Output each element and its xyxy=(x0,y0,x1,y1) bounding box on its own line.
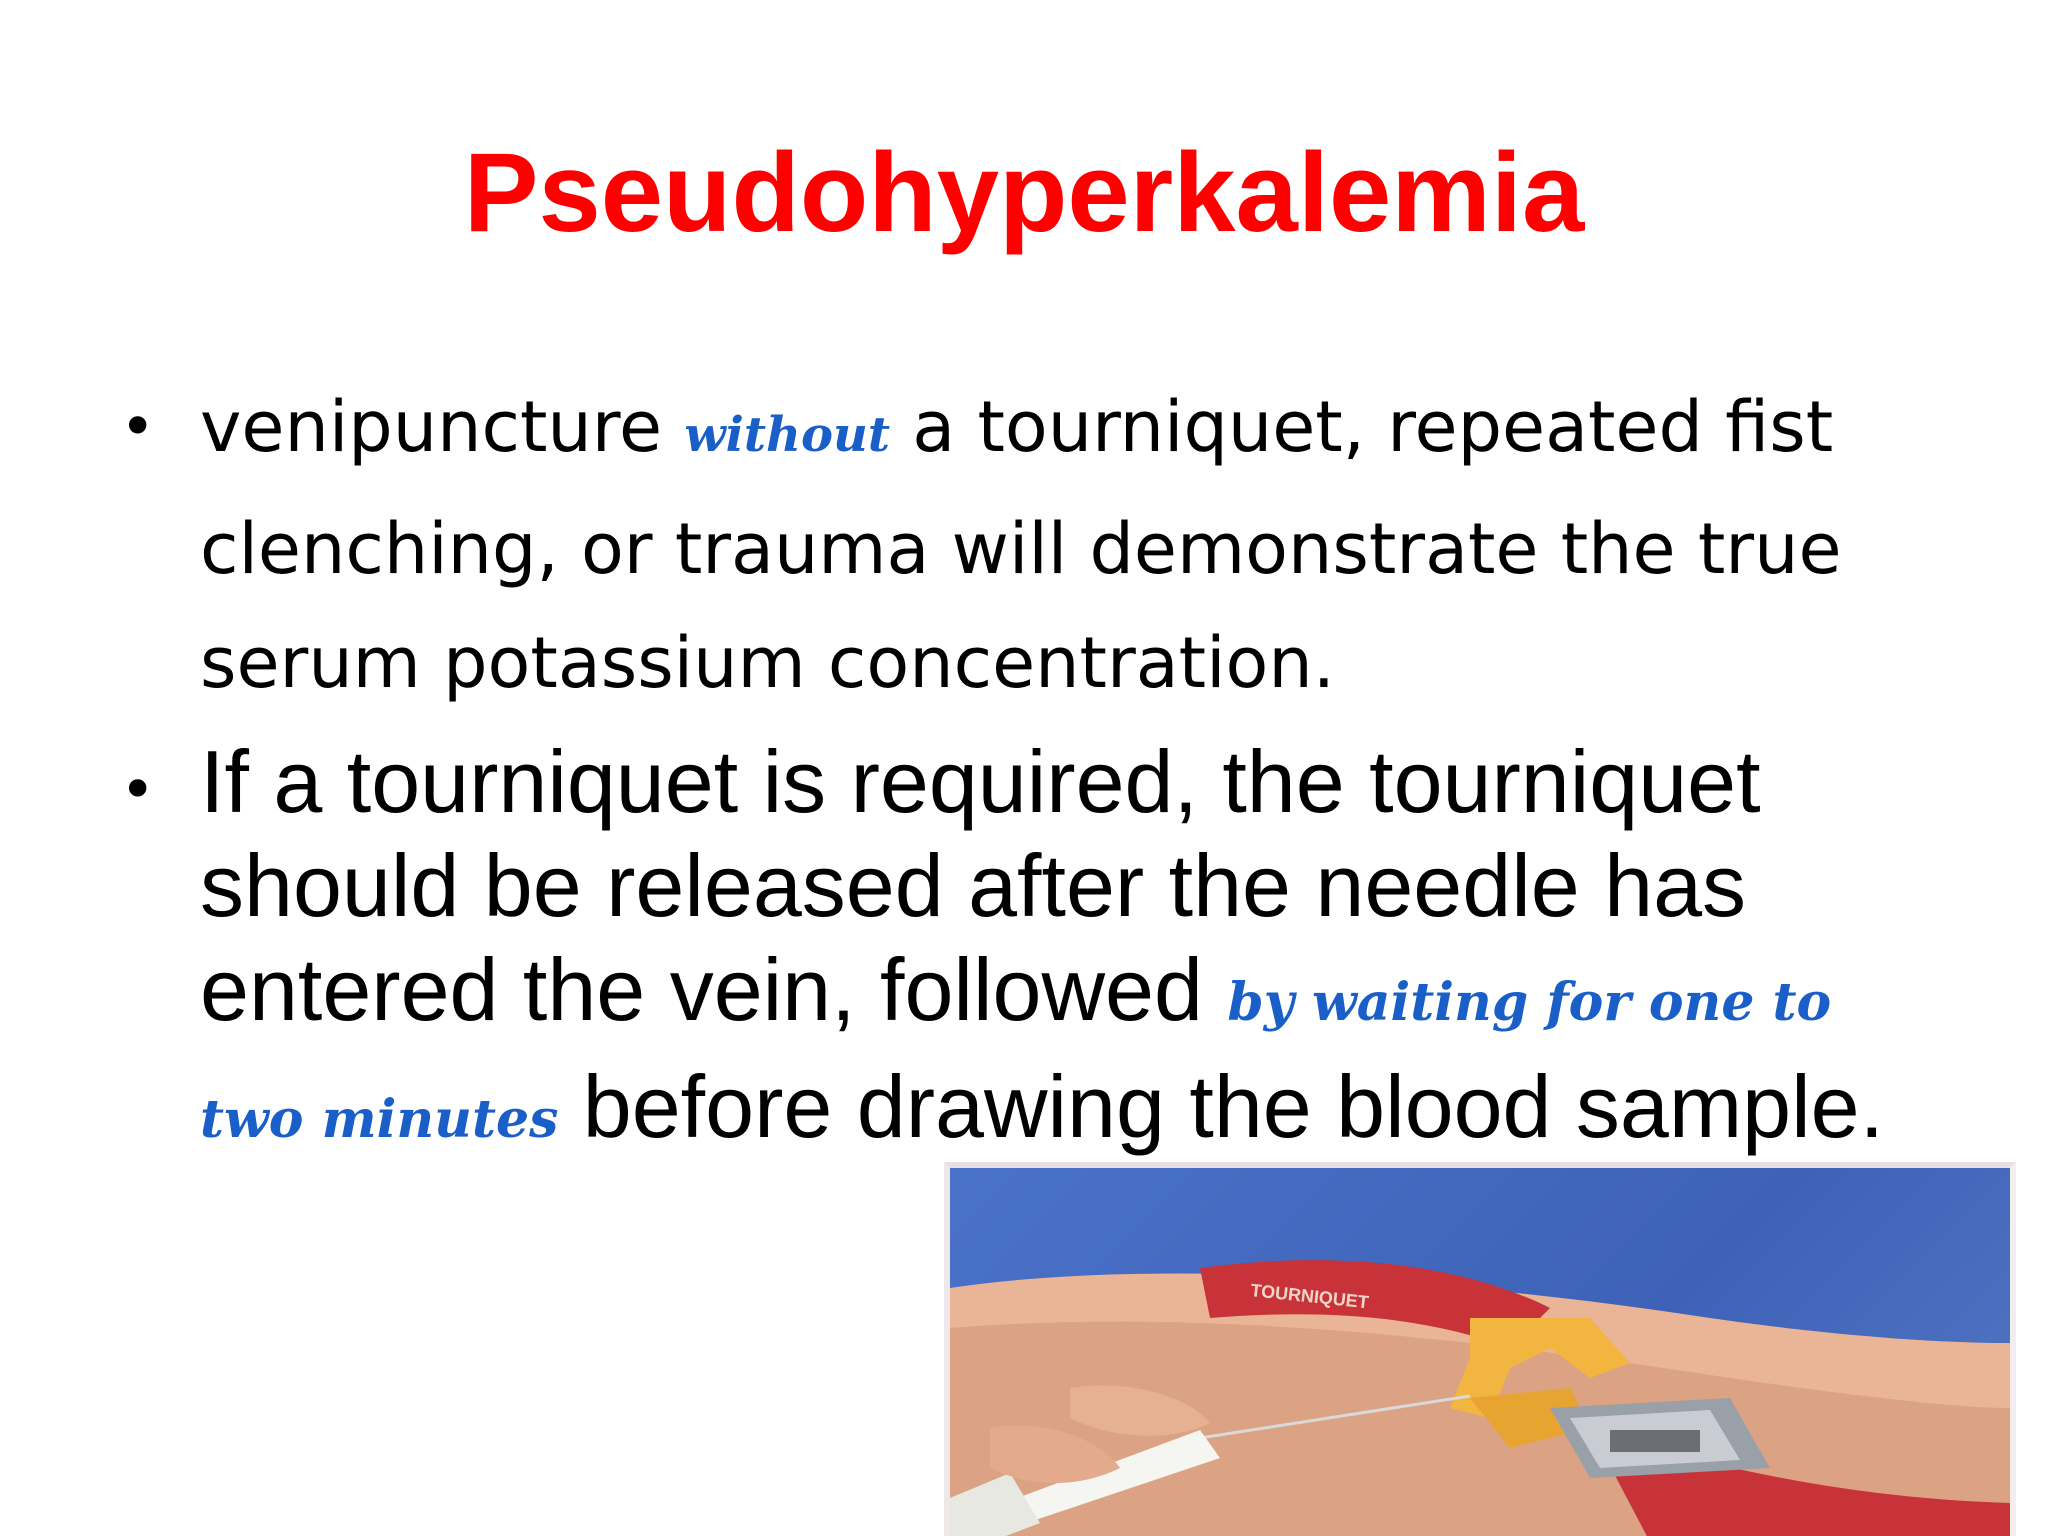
bullet-tourniquet xyxy=(120,730,1920,1172)
band-label: TOURNIQUET xyxy=(1249,1280,1370,1313)
tourniquet-illustration xyxy=(950,1168,2010,1536)
bullet-venipuncture xyxy=(120,370,1920,720)
bullet-2-emphasis: by waiting for one to two minutes xyxy=(200,972,1832,1150)
tourniquet-photo xyxy=(944,1162,2016,1536)
bullet-2-text-b: before drawing the blood sample. xyxy=(558,1057,1885,1156)
bullet-2-text-a: If a tourniquet is required, the tourniquet should be released after the needle has entered the vein, followed xyxy=(200,732,1761,1039)
bullet-dot-icon: • xyxy=(120,755,156,825)
slide-title: Pseudohyperkalemia xyxy=(463,130,1585,255)
bullet-1-text-b: a tourniquet, repeated fist clenching, or trauma will demonstrate the true serum potassium concentration. xyxy=(200,386,1842,704)
bullet-dot-icon: • xyxy=(120,392,156,462)
bullet-1-emphasis: without xyxy=(684,407,891,463)
bullet-1-text-a: venipuncture xyxy=(200,386,685,468)
